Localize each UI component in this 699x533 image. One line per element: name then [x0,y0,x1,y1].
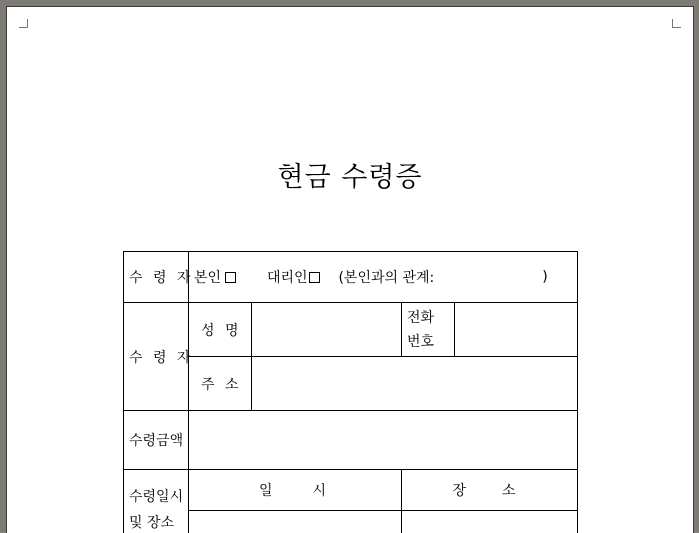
place-header: 장소 [402,470,578,511]
receiver-type-options [189,252,578,303]
amount-field[interactable] [189,411,578,470]
receiver-label: 수 령 자 [124,303,189,411]
date-field[interactable] [189,511,402,533]
datetime-place-label [124,470,189,533]
phone-label [402,303,455,357]
page-corner-mark [19,19,28,28]
receiver-name-row [124,303,578,357]
address-label: 주 소 [189,357,252,411]
address-field[interactable] [252,357,578,411]
receipt-form-table [123,251,578,533]
datetime-place-label-line1: 수령일시 [129,484,183,510]
agent-option-label: 대리인 [267,270,308,286]
amount-row [124,411,578,470]
receiver-type-row [124,252,578,303]
datetime-place-value-row [124,511,578,533]
self-checkbox[interactable] [225,272,236,283]
relation-label: (본인과의 관계: [338,270,434,286]
amount-label: 수령금액 [124,411,189,470]
document-title: 현금 수령증 [7,155,693,194]
document-page [6,6,694,533]
page-corner-mark [672,19,681,28]
date-header: 일시 [189,470,402,511]
name-field[interactable] [252,303,402,357]
datetime-place-label-line2: 및 장소 [129,510,183,533]
place-field[interactable] [402,511,578,533]
phone-label-line1: 전화 [407,306,449,330]
phone-label-line2: 번호 [407,330,449,354]
agent-checkbox[interactable] [309,272,320,283]
name-label: 성 명 [189,303,252,357]
self-option-label: 본인 [194,270,221,286]
datetime-place-header-row [124,470,578,511]
phone-field[interactable] [455,303,578,357]
relation-close: ) [542,269,547,285]
receiver-type-label: 수 령 자 [124,252,189,303]
